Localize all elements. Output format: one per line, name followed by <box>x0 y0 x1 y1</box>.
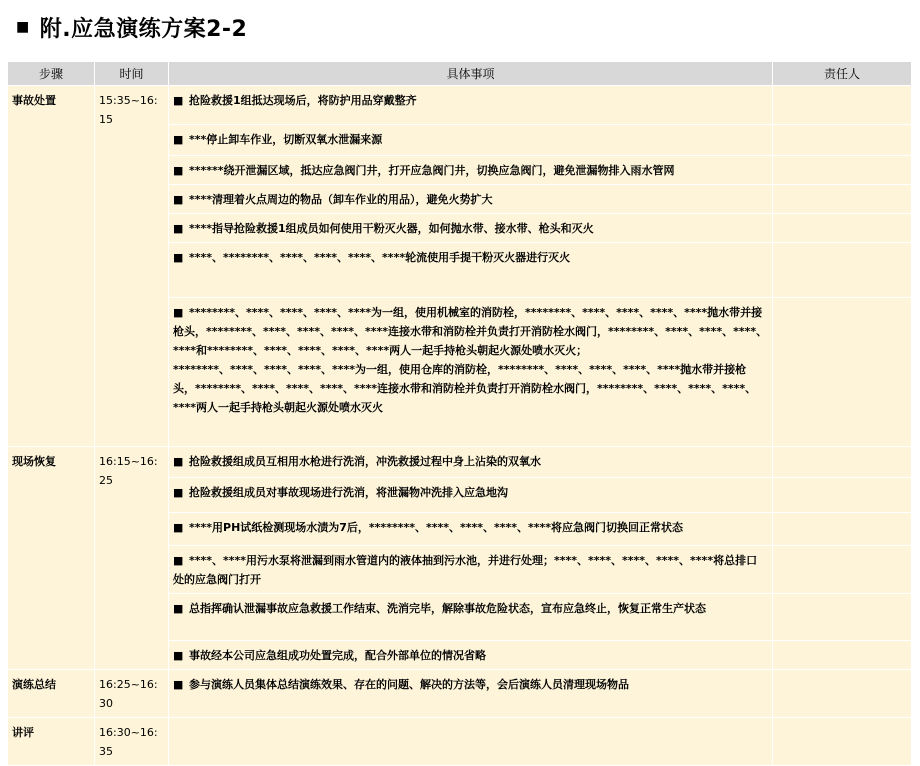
square-bullet-icon: ■ <box>16 18 30 35</box>
detail-cell <box>169 546 773 594</box>
detail-cell <box>169 478 773 513</box>
square-bullet-icon: ■ <box>173 649 184 662</box>
detail-text: ****用PH试纸检测现场水渍为7后，********、****、****、****、****将应急阀门切换回正常状态 <box>189 521 683 534</box>
square-bullet-icon: ■ <box>173 222 184 235</box>
header-step: 步骤 <box>8 62 95 86</box>
detail-text: 抢险救援组成员互相用水枪进行洗消，冲洗救援过程中身上沾染的双氧水 <box>189 455 541 468</box>
detail-cell <box>169 125 773 156</box>
detail-text: ****、********、****、****、****、****轮流使用手提干粉灭火器进行灭火 <box>189 251 571 264</box>
square-bullet-icon: ■ <box>173 193 184 206</box>
owner-cell <box>773 641 912 670</box>
detail-cell <box>169 156 773 185</box>
time-cell: 16:15~16:25 <box>95 447 169 670</box>
owner-cell <box>773 86 912 125</box>
detail-text: ********、****、****、****、****为一组，使用机械室的消防栓，********、****、****、****、****抛水带并接枪头，********、****、****、****、****连接水带和消防栓并负责打开消防栓水阀门，********、****、****、****、****和********、****、****、****、****两人一起手持枪头朝起火源处喷水灭火； <box>173 306 768 357</box>
owner-cell <box>773 546 912 594</box>
detail-cell <box>169 298 773 447</box>
owner-cell <box>773 243 912 298</box>
detail-text-extra: ********、****、****、****、****为一组，使用仓库的消防栓，********、****、****、****、****抛水带并接枪头，********、****、****、****、****连接水带和消防栓并负责打开消防栓水阀门，********、****、****、****、****两人一起手持枪头朝起火源处喷水灭火 <box>173 363 757 414</box>
detail-text: ******绕开泄漏区域，抵达应急阀门井，打开应急阀门井，切换应急阀门，避免泄漏物排入雨水管网 <box>189 164 675 177</box>
square-bullet-icon: ■ <box>173 251 184 264</box>
detail-cell <box>169 86 773 125</box>
square-bullet-icon: ■ <box>173 554 184 567</box>
square-bullet-icon: ■ <box>173 486 184 499</box>
header-time: 时间 <box>95 62 169 86</box>
owner-cell <box>773 125 912 156</box>
step-cell: 事故处置 <box>8 86 95 447</box>
detail-text: 总指挥确认泄漏事故应急救援工作结束、洗消完毕，解除事故危险状态，宣布应急终止，恢复正常生产状态 <box>189 602 706 615</box>
square-bullet-icon: ■ <box>173 678 184 691</box>
time-cell: 15:35~16:15 <box>95 86 169 447</box>
detail-cell <box>169 641 773 670</box>
detail-cell <box>169 185 773 214</box>
owner-cell <box>773 478 912 513</box>
step-cell: 现场恢复 <box>8 447 95 670</box>
owner-cell <box>773 594 912 641</box>
square-bullet-icon: ■ <box>173 164 184 177</box>
table-header-row <box>8 62 912 86</box>
detail-text: ****指导抢险救援1组成员如何使用干粉灭火器，如何抛水带、接水带、枪头和灭火 <box>189 222 594 235</box>
detail-cell <box>169 447 773 478</box>
detail-text: ****清理着火点周边的物品（卸车作业的用品），避免火势扩大 <box>189 193 493 206</box>
detail-text: 事故经本公司应急组成功处置完成，配合外部单位的情况省略 <box>189 649 486 662</box>
detail-text: 抢险救援组成员对事故现场进行洗消，将泄漏物冲洗排入应急地沟 <box>189 486 508 499</box>
owner-cell <box>773 718 912 766</box>
drill-plan-table <box>7 61 912 766</box>
owner-cell <box>773 214 912 243</box>
owner-cell <box>773 447 912 478</box>
time-cell: 16:25~16:30 <box>95 670 169 718</box>
detail-text: 抢险救援1组抵达现场后，将防护用品穿戴整齐 <box>189 94 417 107</box>
owner-cell <box>773 298 912 447</box>
detail-text: ***停止卸车作业，切断双氧水泄漏来源 <box>189 133 383 146</box>
detail-cell <box>169 243 773 298</box>
detail-cell <box>169 513 773 546</box>
detail-text: 参与演练人员集体总结演练效果、存在的问题、解决的方法等，会后演练人员清理现场物品 <box>189 678 629 691</box>
step-cell: 讲评 <box>8 718 95 766</box>
detail-cell <box>169 718 773 766</box>
table-row <box>8 670 912 718</box>
table-row <box>8 86 912 125</box>
square-bullet-icon: ■ <box>173 455 184 468</box>
square-bullet-icon: ■ <box>173 306 184 319</box>
square-bullet-icon: ■ <box>173 521 184 534</box>
square-bullet-icon: ■ <box>173 133 184 146</box>
page-title <box>16 12 247 43</box>
header-details: 具体事项 <box>169 62 773 86</box>
owner-cell <box>773 156 912 185</box>
page-title-text: 附.应急演练方案2-2 <box>39 17 248 42</box>
detail-cell <box>169 670 773 718</box>
square-bullet-icon: ■ <box>173 602 184 615</box>
detail-text: ****、****用污水泵将泄漏到雨水管道内的液体抽到污水池，并进行处理；****、****、****、****、****将总排口处的应急阀门打开 <box>173 554 758 586</box>
header-owner: 责任人 <box>773 62 912 86</box>
owner-cell <box>773 185 912 214</box>
square-bullet-icon: ■ <box>173 94 184 107</box>
time-cell: 16:30~16:35 <box>95 718 169 766</box>
table-row <box>8 718 912 766</box>
table-row <box>8 447 912 478</box>
step-cell: 演练总结 <box>8 670 95 718</box>
detail-cell <box>169 594 773 641</box>
owner-cell <box>773 513 912 546</box>
owner-cell <box>773 670 912 718</box>
detail-cell <box>169 214 773 243</box>
